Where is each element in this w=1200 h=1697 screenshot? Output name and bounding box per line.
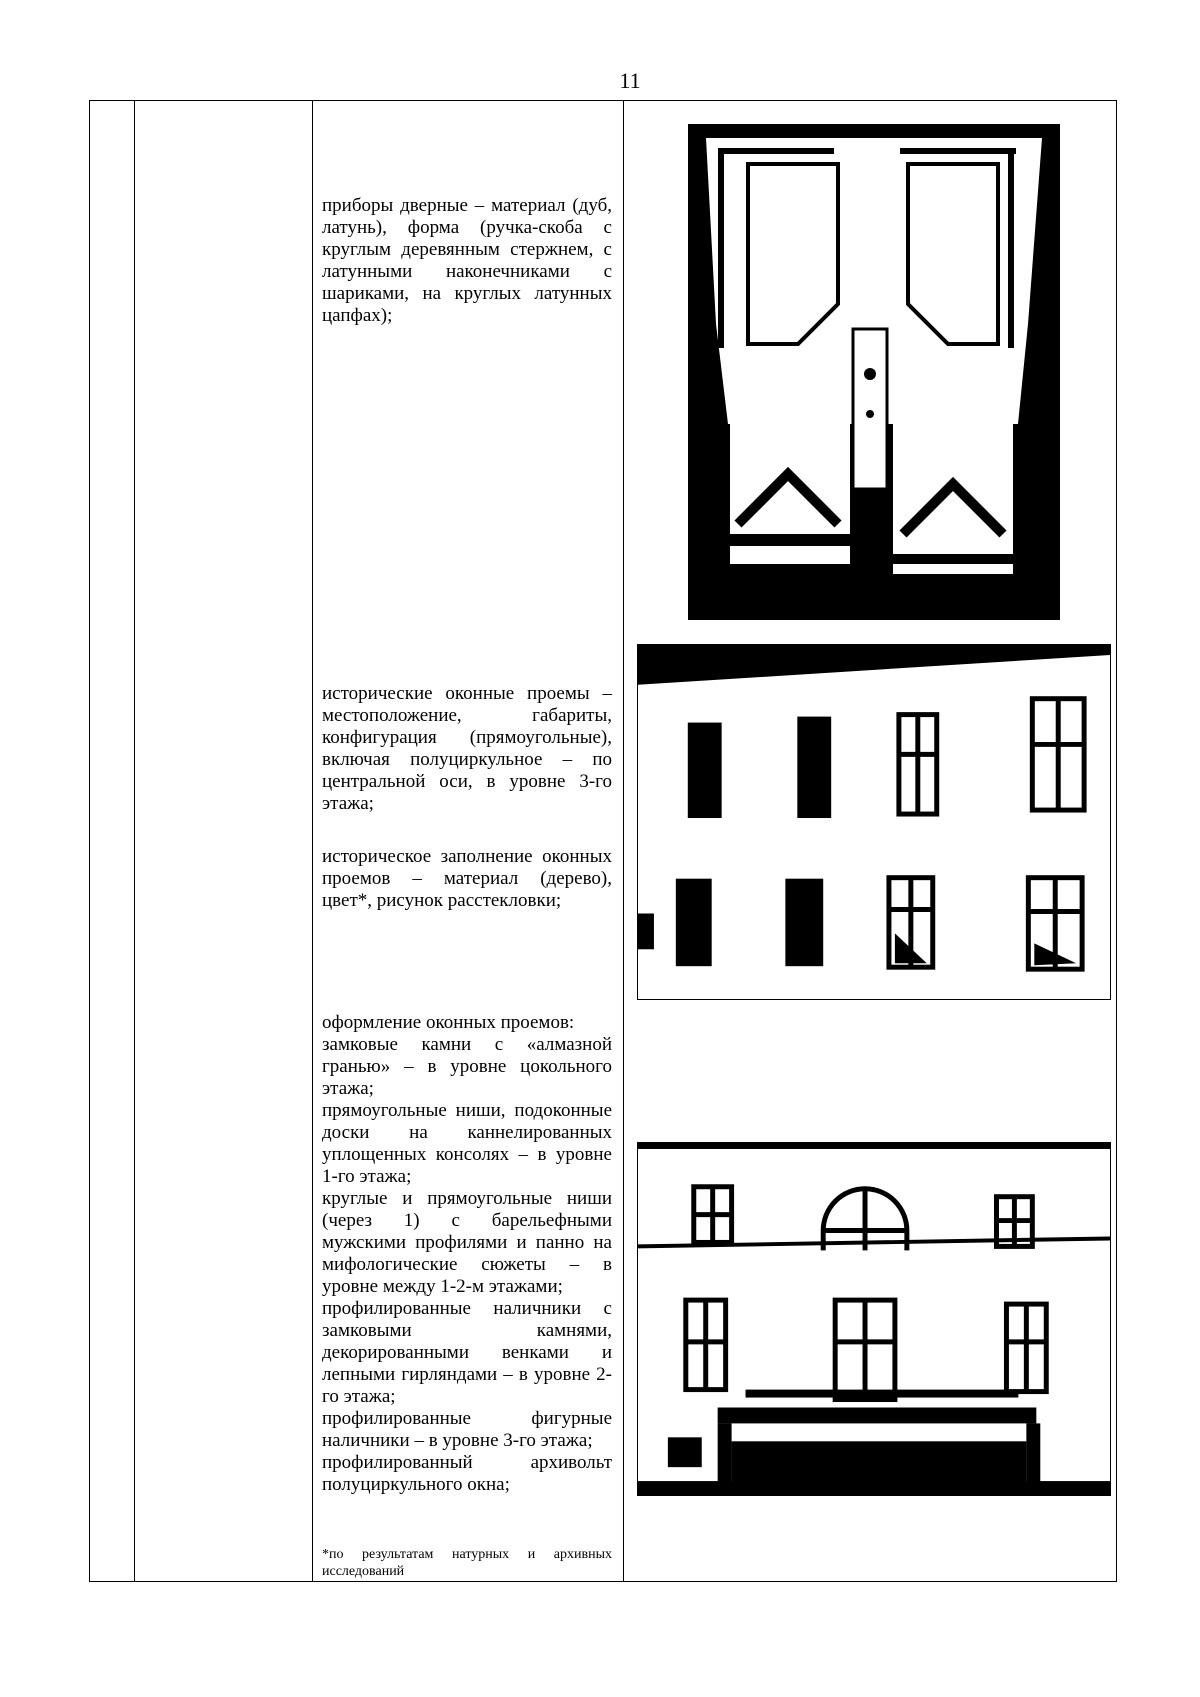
column-divider bbox=[623, 101, 624, 1581]
window-openings-text: исторические оконные проемы – местоположение, габариты, конфигурация (прямоугольные), включая полуциркульное – по центральной оси, в уровне 3-го этажа; bbox=[322, 683, 612, 814]
door-photo bbox=[688, 124, 1060, 620]
decor-item: профилированный архивольт полуциркульного окна; bbox=[322, 1452, 612, 1495]
column-divider bbox=[312, 101, 313, 1581]
door-fittings-text: приборы дверные – материал (дуб, латунь), форма (ручка-скоба с круглым деревянным стержнем, с латунными наконечниками с шариками, на круглых латунных цапфах); bbox=[322, 195, 612, 326]
page-number: 11 bbox=[619, 68, 641, 93]
footnote: *по результатам натурных и архивных исследований bbox=[322, 1547, 612, 1579]
window-fill-text: историческое заполнение оконных проемов – материал (дерево), цвет*, рисунок расстекловки; bbox=[322, 846, 612, 911]
decor-item: профилированные фигурные наличники – в уровне 3-го этажа; bbox=[322, 1408, 612, 1451]
facade-windows-photo bbox=[637, 644, 1111, 1000]
window-decor-text bbox=[322, 1012, 612, 1496]
facade-arched-window-photo bbox=[637, 1142, 1111, 1496]
decor-item: прямоугольные ниши, подоконные доски на каннелированных уплощенных консолях – в уровне 1-го этажа; bbox=[322, 1100, 612, 1187]
column-divider bbox=[134, 101, 135, 1581]
decor-item: круглые и прямоугольные ниши (через 1) с барельефными мужскими профилями и панно на мифологические сюжеты – в уровне между 1-2-м этажами; bbox=[322, 1188, 612, 1297]
decor-item: профилированные наличники с замковыми камнями, декорированными венками и лепными гирляндами – в уровне 2-го этажа; bbox=[322, 1298, 612, 1407]
decor-item: замковые камни с «алмазной гранью» – в уровне цокольного этажа; bbox=[322, 1034, 612, 1099]
decor-intro: оформление оконных проемов: bbox=[322, 1012, 575, 1033]
